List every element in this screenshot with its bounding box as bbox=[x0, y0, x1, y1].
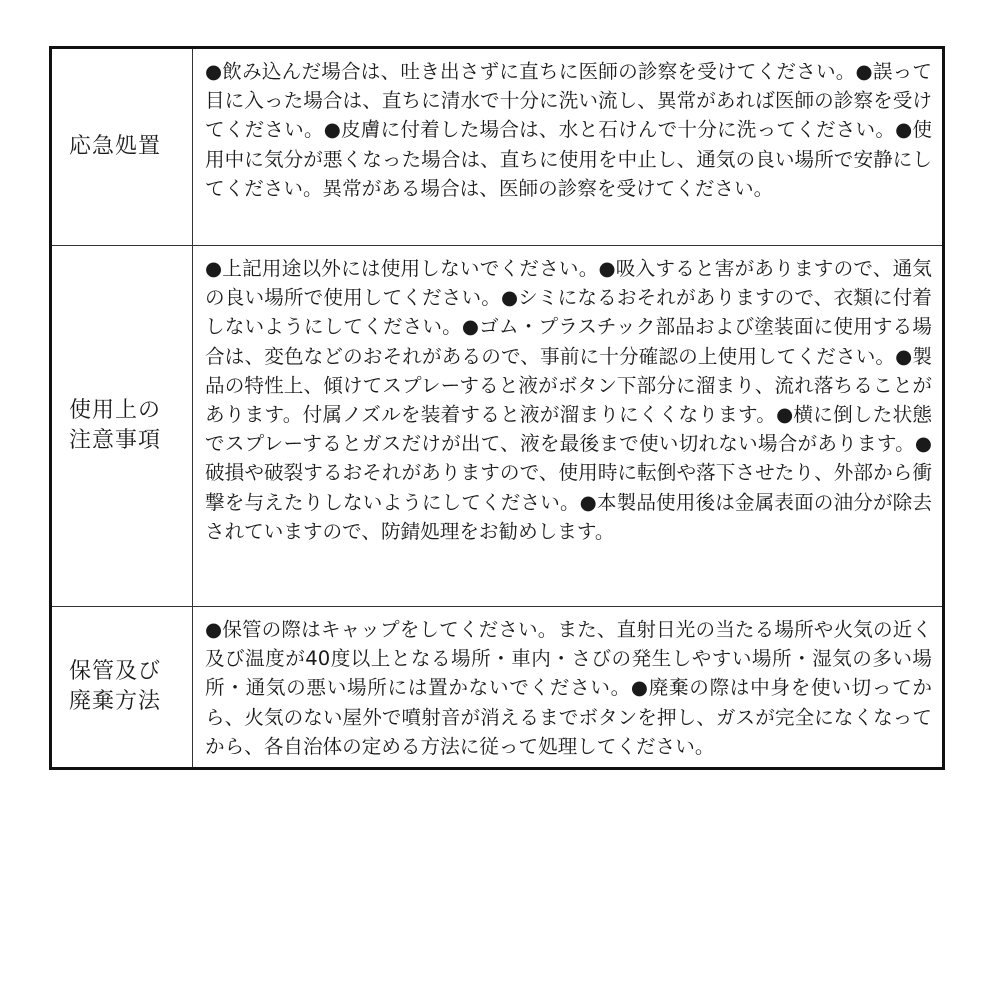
usage-precautions-label-cell bbox=[52, 246, 193, 606]
usage-precautions-text: ●上記用途以外には使用しないでください。●吸入すると害がありますので、通気の良い場所で使用してください。●シミになるおそれがありますので、衣類に付着しないようにしてください。●ゴム・プラスチック部品および塗装面に使用する場合は、変色などのおそれがあるので、事前に十分確認の上使用してください。●製品の特性上、傾けてスプレーすると液がボタン下部分に溜まり、流れ落ちることがあります。付属ノズルを装着すると液が溜まりにくくなります。●横に倒した状態でスプレーするとガスだけが出て、液を最後まで使い切れない場合があります。●破損や破裂するおそれがありますので、使用時に転倒や落下させたり、外部から衝撃を与えたりしないようにしてください。●本製品使用後は金属表面の油分が除去されていますので、防錆処理をお勧めします。 bbox=[205, 257, 932, 543]
storage-disposal-row bbox=[52, 607, 942, 767]
first-aid-label-cell bbox=[52, 49, 193, 245]
storage-disposal-label: 保管及び 廃棄方法 bbox=[69, 659, 162, 714]
usage-precautions-row bbox=[52, 246, 942, 607]
storage-disposal-text: ●保管の際はキャップをしてください。また、直射日光の当たる場所や火気の近く及び温度が40度以上となる場所・車内・さびの発生しやすい場所・湿気の多い場所・通気の悪い場所には置かないでください。●廃棄の際は中身を使い切ってから、火気のない屋外で噴射音が消えるまでボタンを押し、ガスが完全になくなってから、各自治体の定める方法に従って処理してください。 bbox=[205, 618, 932, 758]
usage-precautions-body-cell bbox=[193, 246, 942, 606]
first-aid-label: 応急処置 bbox=[69, 134, 162, 159]
storage-disposal-body-cell bbox=[193, 607, 942, 767]
first-aid-body-cell bbox=[193, 49, 942, 245]
usage-precautions-label: 使用上の 注意事項 bbox=[69, 398, 162, 453]
first-aid-text: ●飲み込んだ場合は、吐き出さずに直ちに医師の診察を受けてください。●誤って目に入った場合は、直ちに清水で十分に洗い流し、異常があれば医師の診察を受けてください。●皮膚に付着した場合は、水と石けんで十分に洗ってください。●使用中に気分が悪くなった場合は、直ちに使用を中止し、通気の良い場所で安静にしてください。異常がある場合は、医師の診察を受けてください。 bbox=[205, 60, 932, 200]
first-aid-row bbox=[52, 49, 942, 246]
notice-table bbox=[49, 46, 945, 770]
storage-disposal-label-cell bbox=[52, 607, 193, 767]
